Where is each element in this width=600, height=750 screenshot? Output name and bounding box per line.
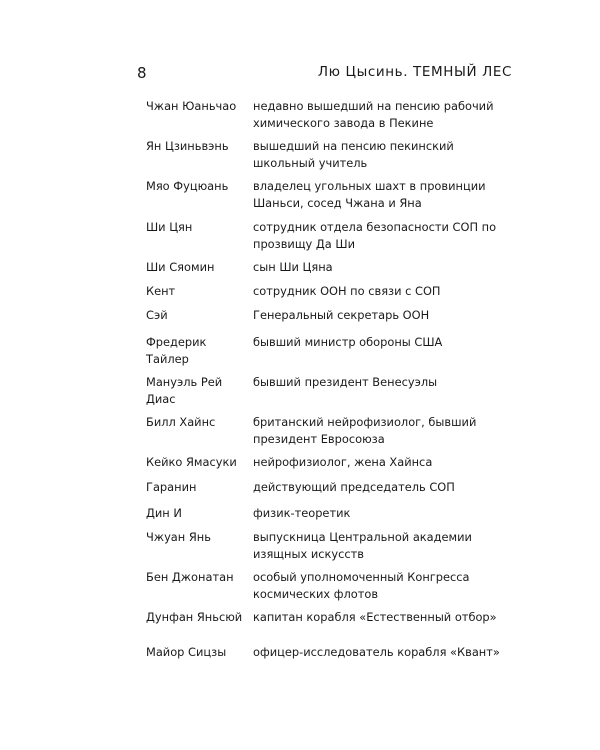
character-name: Бен Джонатан: [146, 570, 234, 584]
character-name: Дунфан Яньсюй: [146, 610, 243, 624]
character-description: британский нейрофизиолог, бывший президент Евросоюза: [253, 415, 477, 446]
character-name: Кейко Ямасуки: [146, 455, 237, 469]
character-name: Ян Цзиньвэнь: [146, 139, 229, 153]
character-description: бывший президент Венесуэлы: [253, 375, 438, 389]
character-name: Мяо Фуцюань: [146, 179, 229, 193]
character-description: Генеральный секретарь ООН: [253, 308, 430, 322]
character-description: офицер-исследователь корабля «Квант»: [253, 645, 500, 659]
character-description: выпускница Центральной академии изящных искусств: [253, 530, 472, 561]
character-name: Фредерик Тайлер: [146, 335, 207, 366]
character-name: Ши Цян: [146, 220, 193, 234]
character-description: сотрудник ООН по связи с СОП: [253, 284, 441, 298]
character-description: владелец угольных шахт в провинции Шаньси, сосед Чжана и Яна: [253, 179, 486, 210]
character-description: физик-теоретик: [253, 506, 351, 520]
character-description: бывший министр обороны США: [253, 335, 443, 349]
character-name: Мануэль Рей Диас: [146, 375, 223, 406]
character-name: Кент: [146, 284, 176, 298]
character-description: сын Ши Цяна: [253, 260, 333, 274]
character-name: Ши Сяомин: [146, 260, 215, 274]
character-description: вышедший на пенсию пекинский школьный учитель: [253, 139, 454, 170]
character-name: Дин И: [146, 506, 182, 520]
character-name: Майор Сицзы: [146, 645, 227, 659]
character-description: особый уполномоченный Конгресса космических флотов: [253, 570, 470, 601]
character-name: Билл Хайнс: [146, 415, 216, 429]
character-name: Чжуан Янь: [146, 530, 211, 544]
character-name: Сэй: [146, 308, 168, 322]
character-description: недавно вышедший на пенсию рабочий химического завода в Пекине: [253, 99, 494, 130]
character-description: капитан корабля «Естественный отбор»: [253, 610, 497, 624]
character-name: Гаранин: [146, 480, 197, 494]
character-name: Чжан Юаньчао: [146, 99, 237, 113]
character-description: действующий председатель СОП: [253, 480, 455, 494]
running-title: Лю Цысинь. ТЕМНЫЙ ЛЕС: [317, 64, 512, 80]
character-description: нейрофизиолог, жена Хайнса: [253, 455, 433, 469]
page-header: [0, 0, 600, 90]
page-number: 8: [137, 64, 148, 82]
character-description: сотрудник отдела безопасности СОП по прозвищу Да Ши: [253, 220, 497, 251]
